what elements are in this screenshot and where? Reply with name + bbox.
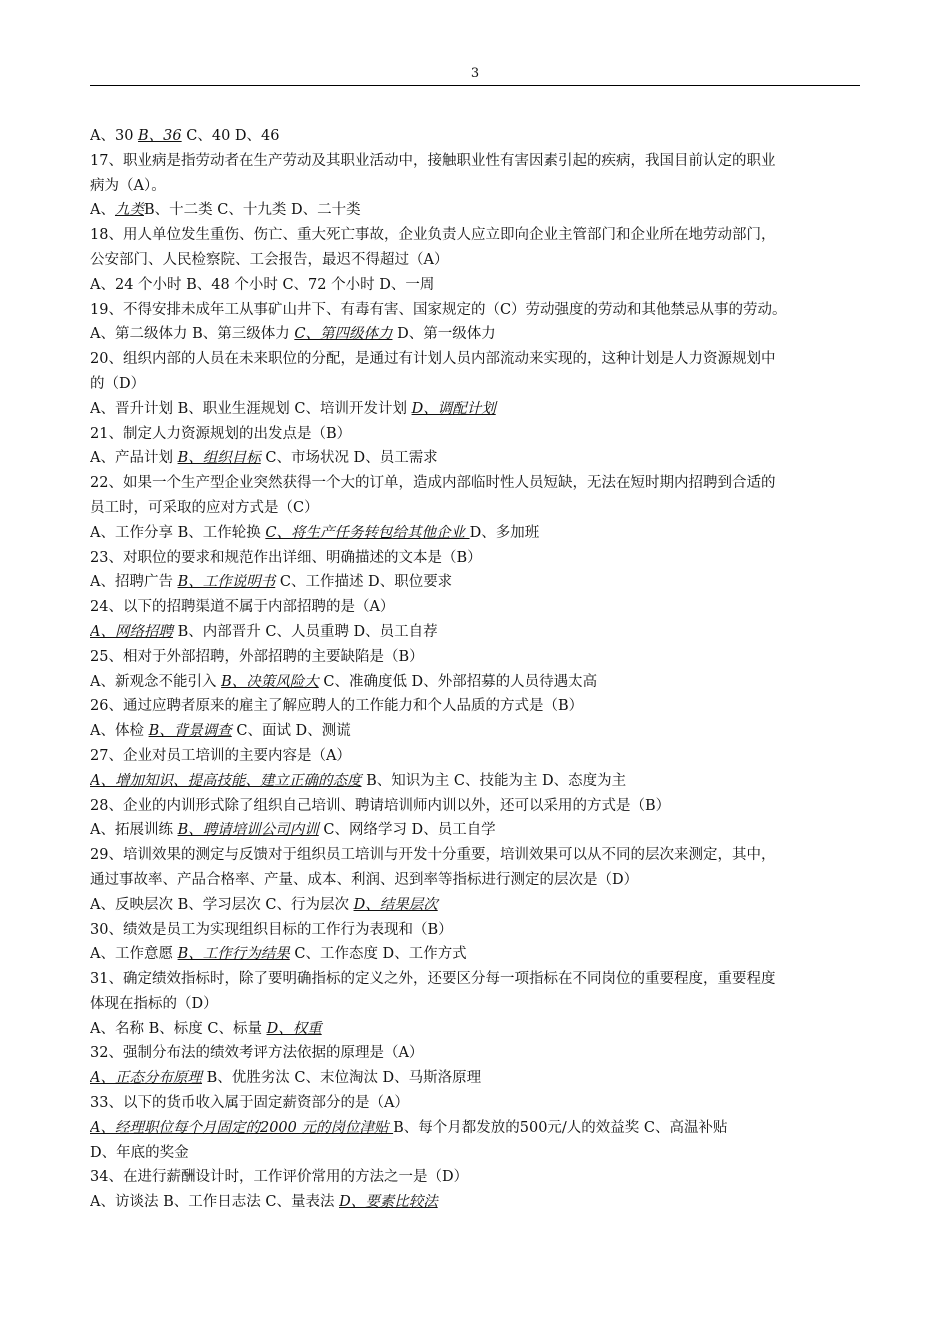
text-line — [90, 1116, 860, 1141]
text-line — [90, 719, 860, 744]
text-segment: 病为（A）。 — [90, 177, 166, 194]
text-segment: A、产品计划 — [90, 450, 178, 467]
text-line — [90, 248, 860, 273]
text-segment: 20、组织内部的人员在未来职位的分配，是通过有计划人员内部流动来实现的，这种计划是人力资源规划中 — [90, 351, 776, 368]
text-line — [90, 347, 860, 372]
answer-highlight: B、决策风险大 — [221, 673, 319, 690]
text-line — [90, 694, 860, 719]
text-line — [90, 1066, 860, 1091]
text-segment: A、反映层次 B、学习层次 C、行为层次 — [90, 896, 354, 913]
text-segment: A、 — [90, 202, 115, 219]
text-segment: 23、对职位的要求和规范作出详细、明确描述的文本是（B） — [90, 549, 482, 566]
answer-highlight: D、结果层次 — [353, 896, 438, 913]
text-line — [90, 397, 860, 422]
text-segment: D、第一级体力 — [392, 326, 496, 343]
text-line — [90, 595, 860, 620]
text-line — [90, 422, 860, 447]
answer-highlight: A、经理职位每个月固定的2000 元的岗位津贴 — [90, 1119, 394, 1136]
answer-highlight: D、要素比较法 — [339, 1194, 438, 1211]
text-line — [90, 1190, 860, 1215]
text-line — [90, 893, 860, 918]
text-line — [90, 1041, 860, 1066]
text-line — [90, 620, 860, 645]
text-line — [90, 198, 860, 223]
text-segment: A、第二级体力 B、第三级体力 — [90, 326, 295, 343]
text-segment: A、工作意愿 — [90, 946, 178, 963]
text-segment: A、24 个小时 B、48 个小时 C、72 个小时 D、一周 — [90, 276, 435, 293]
text-line — [90, 918, 860, 943]
text-segment: 公安部门、人民检察院、工会报告，最迟不得超过（A） — [90, 251, 449, 268]
text-segment: D、多加班 — [469, 524, 540, 541]
text-line — [90, 273, 860, 298]
text-line — [90, 992, 860, 1017]
text-segment: A、工作分享 B、工作轮换 — [90, 524, 266, 541]
text-segment: 19、不得安排未成年工从事矿山井下、有毒有害、国家规定的（C）劳动强度的劳动和其他禁忌从事的劳动。 — [90, 301, 787, 318]
answer-highlight: C、第四级体力 — [294, 326, 393, 343]
text-line — [90, 1141, 860, 1166]
text-segment: B、每个月都发放的500元/人的效益奖 C、高温补贴 — [393, 1119, 728, 1136]
text-segment: 21、制定人力资源规划的出发点是（B） — [90, 425, 352, 442]
text-segment: 22、如果一个生产型企业突然获得一个大的订单，造成内部临时性人员短缺，无法在短时期内招聘到合适的 — [90, 475, 776, 492]
answer-highlight: B、聘请培训公司内训 — [177, 822, 319, 839]
text-segment: C、工作描述 D、职位要求 — [275, 574, 453, 591]
text-segment: A、体检 — [90, 723, 149, 740]
answer-highlight: B、工作说明书 — [177, 574, 276, 591]
page-number: 3 — [470, 66, 480, 81]
text-segment: 29、培训效果的测定与反馈对于组织员工培训与开发十分重要，培训效果可以从不同的层次来测定，其中， — [90, 847, 776, 864]
text-line — [90, 174, 860, 199]
header-rule — [90, 85, 860, 86]
text-line — [90, 496, 860, 521]
text-line — [90, 942, 860, 967]
text-line — [90, 967, 860, 992]
text-segment: B、内部晋升 C、人员重聘 D、员工自荐 — [172, 623, 438, 640]
text-segment: 31、确定绩效指标时，除了要明确指标的定义之外，还要区分每一项指标在不同岗位的重要程度，重要程度 — [90, 971, 776, 988]
text-segment: 33、以下的货币收入属于固定薪资部分的是（A） — [90, 1095, 409, 1112]
answer-highlight: C、将生产任务转包给其他企业 — [265, 524, 470, 541]
text-segment: 27、企业对员工培训的主要内容是（A） — [90, 747, 351, 764]
text-segment: B、优胜劣汰 C、末位淘汰 D、马斯洛原理 — [201, 1070, 482, 1087]
text-line — [90, 471, 860, 496]
answer-highlight: B、36 — [138, 128, 182, 144]
text-segment: 通过事故率、产品合格率、产量、成本、利润、迟到率等指标进行测定的层次是（D） — [90, 871, 639, 888]
text-line — [90, 1017, 860, 1042]
text-line — [90, 794, 860, 819]
text-segment: 25、相对于外部招聘，外部招聘的主要缺陷是（B） — [90, 648, 424, 665]
text-segment: 17、职业病是指劳动者在生产劳动及其职业活动中，接触职业性有害因素引起的疾病，我国目前认定的职业 — [90, 152, 776, 169]
text-line — [90, 1165, 860, 1190]
text-segment: 18、用人单位发生重伤、伤亡、重大死亡事故，企业负责人应立即向企业主管部门和企业所在地劳动部门， — [90, 227, 776, 244]
text-segment: C、工作态度 D、工作方式 — [289, 946, 467, 963]
text-segment: A、新观念不能引入 — [90, 673, 222, 690]
text-segment: C、40 D、46 — [181, 128, 280, 144]
answer-highlight: B、背景调查 — [148, 723, 232, 740]
text-line — [90, 645, 860, 670]
text-line — [90, 298, 860, 323]
text-segment: A、拓展训练 — [90, 822, 178, 839]
text-segment: 员工时，可采取的应对方式是（C） — [90, 499, 319, 516]
text-segment: C、市场状况 D、员工需求 — [260, 450, 438, 467]
text-line — [90, 868, 860, 893]
text-segment: A、30 — [90, 128, 139, 144]
text-segment: 30、绩效是员工为实现组织目标的工作行为表现和（B） — [90, 921, 453, 938]
text-line — [90, 149, 860, 174]
text-segment: C、面试 D、测谎 — [231, 723, 351, 740]
text-line — [90, 769, 860, 794]
answer-highlight: A、网络招聘 — [90, 623, 173, 640]
text-line — [90, 322, 860, 347]
text-segment: A、招聘广告 — [90, 574, 178, 591]
answer-highlight: A、正态分布原理 — [90, 1070, 202, 1087]
text-segment: A、名称 B、标度 C、标量 — [90, 1020, 267, 1037]
text-segment: C、网络学习 D、员工自学 — [318, 822, 496, 839]
answer-highlight: D、调配计划 — [411, 400, 496, 417]
text-segment: 32、强制分布法的绩效考评方法依据的原理是（A） — [90, 1045, 424, 1062]
text-segment: 24、以下的招聘渠道不属于内部招聘的是（A） — [90, 599, 395, 616]
text-line — [90, 372, 860, 397]
text-segment: 26、通过应聘者原来的雇主了解应聘人的工作能力和个人品质的方式是（B） — [90, 698, 584, 715]
text-segment: 的（D） — [90, 375, 146, 392]
text-line — [90, 1091, 860, 1116]
text-segment: 34、在进行薪酬设计时，工作评价常用的方法之一是（D） — [90, 1169, 469, 1186]
answer-highlight: B、工作行为结果 — [177, 946, 290, 963]
answer-highlight: B、组织目标 — [177, 450, 261, 467]
text-segment: 体现在指标的（D） — [90, 995, 218, 1012]
text-line — [90, 446, 860, 471]
text-segment: D、年底的奖金 — [90, 1144, 189, 1161]
answer-highlight: 九类 — [114, 202, 144, 219]
document-body — [90, 124, 860, 1215]
answer-highlight: A、增加知识、提高技能、建立正确的态度 — [90, 772, 362, 789]
text-segment: 28、企业的内训形式除了组织自己培训、聘请培训师内训以外，还可以采用的方式是（B） — [90, 797, 671, 814]
text-line — [90, 744, 860, 769]
text-line — [90, 570, 860, 595]
text-line — [90, 223, 860, 248]
answer-highlight: D、权重 — [266, 1020, 322, 1037]
text-segment: A、晋升计划 B、职业生涯规划 C、培训开发计划 — [90, 400, 412, 417]
text-segment: B、十二类 C、十九类 D、二十类 — [143, 202, 361, 219]
text-line — [90, 670, 860, 695]
text-line — [90, 546, 860, 571]
text-segment: B、知识为主 C、技能为主 D、态度为主 — [361, 772, 627, 789]
text-line — [90, 521, 860, 546]
text-segment: A、访谈法 B、工作日志法 C、量表法 — [90, 1194, 340, 1211]
text-line — [90, 843, 860, 868]
text-segment: C、准确度低 D、外部招募的人员待遇太高 — [318, 673, 598, 690]
text-line — [90, 818, 860, 843]
text-line — [90, 124, 860, 149]
